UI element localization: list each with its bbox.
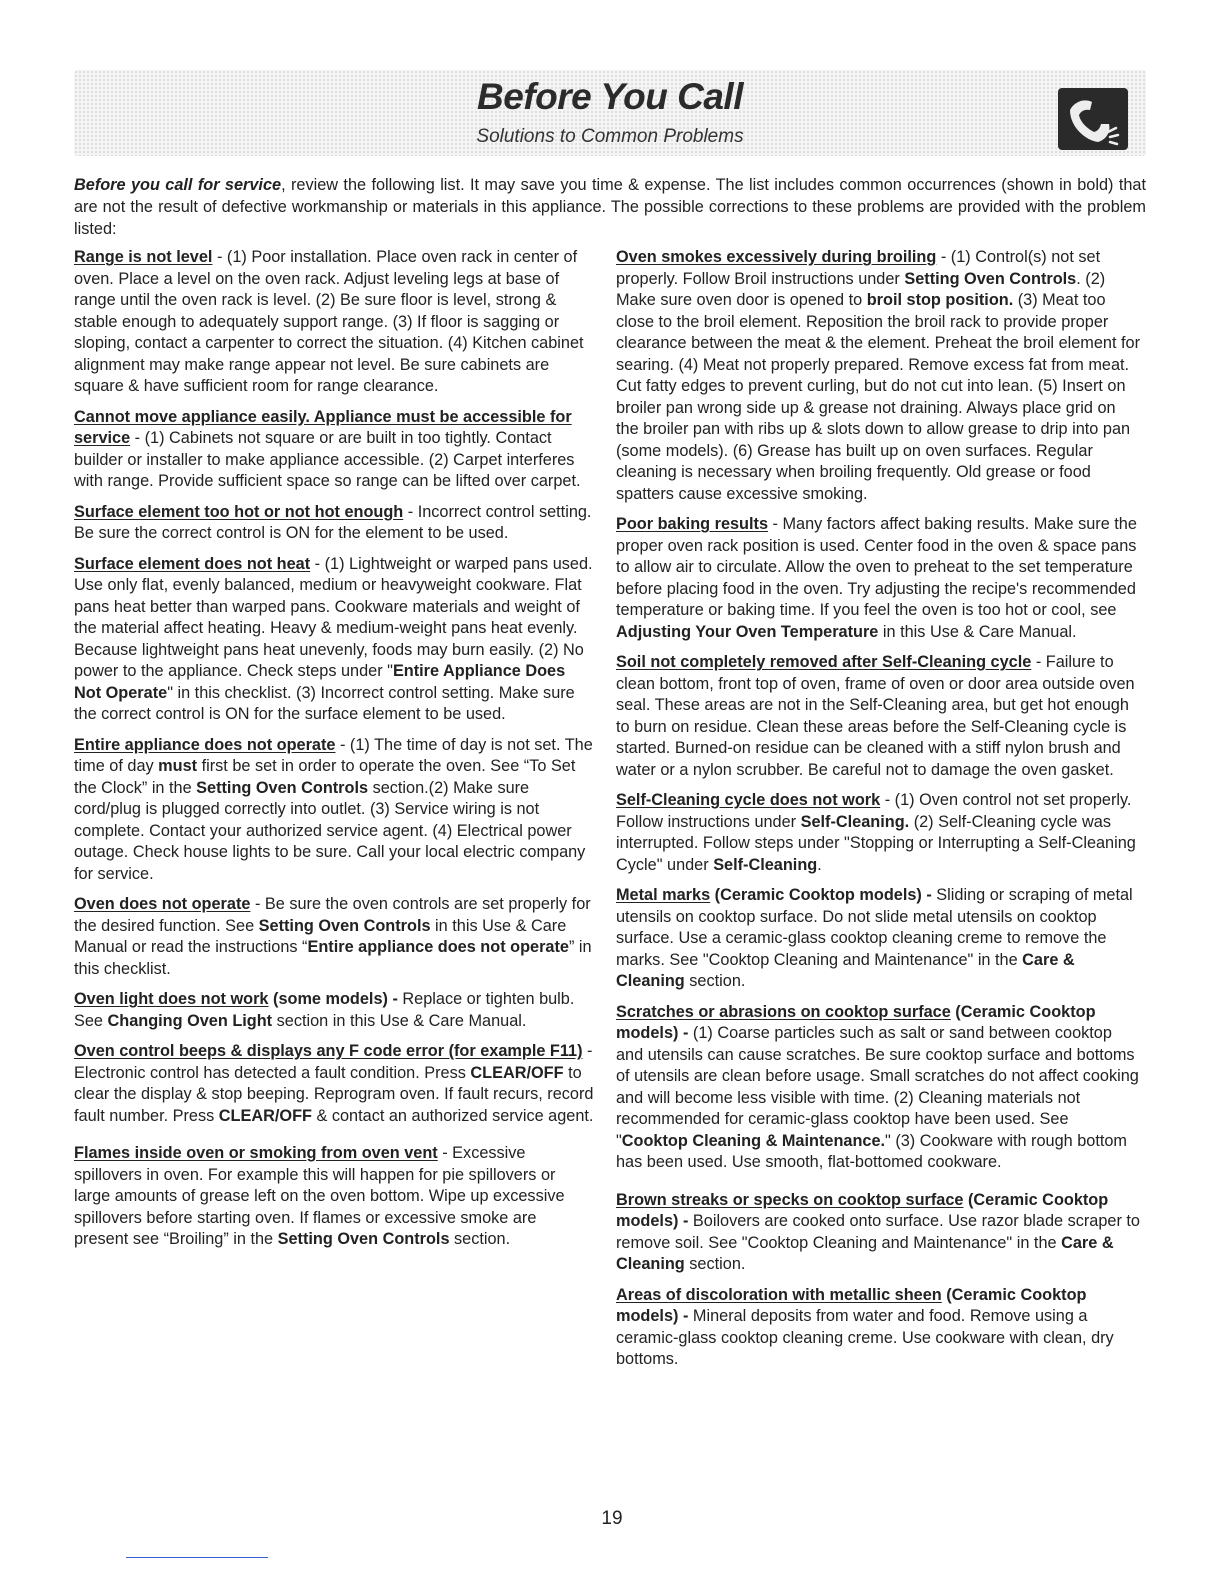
problem-oven-smokes: Oven smokes excessively during broiling - (1) Control(s) not set properly. Follow Broil instructions under Setting Oven Controls. (2) Make sure oven door is opened to broil stop position. (3) Meat too close to the broil element. Reposition the broil rack to provide proper clearance between the meat & the element. Preheat the broil element for searing. (4) Meat not properly prepared. Remove excess fat from meat. Cut fatty edges to prevent curling, but do not cut into lean. (5) Insert on broiler pan wrong side up & grease not draining. Always place grid on the broiler pan with ribs up & slots down to allow grease to drip into pan (some models). (6) Grease has built up on oven surfaces. Regular cleaning is necessary when broiling frequently. Old grease or food spatters cause excessive smoking. <box>616 248 1141 503</box>
problem-poor-baking: Poor baking results - Many factors affect baking results. Make sure the proper oven rack position is used. Center food in the oven & space pans to allow air to circulate. Allow the oven to preheat to the set temperature before placing food in the oven. Try adjusting the recipe's recommended temperature or baking time. If you feel the oven is too hot or cool, see Adjusting Your Oven Temperature in this Use & Care Manual. <box>616 515 1137 641</box>
problem-surface-temperature: Surface element too hot or not hot enough - Incorrect control setting. Be sure the correct control is ON for the element to be used. <box>74 502 592 542</box>
footer-rule <box>126 1557 268 1558</box>
page-subtitle: Solutions to Common Problems <box>476 126 744 147</box>
problem-surface-no-heat: Surface element does not heat - (1) Lightweight or warped pans used. Use only flat, evenly balanced, medium or heavyweight cookware. Flat pans heat better than warped pans. Cookware materials and weight of the material affect heating. Heavy & medium-weight pans heat evenly. Because lightweight pans heat unevenly, foods may burn easily. (2) No power to the appliance. Check steps under "Entire Appliance Does Not Operate" in this checklist. (3) Incorrect control setting. Make sure the correct control is ON for the surface element to be used. <box>74 554 593 723</box>
right-column <box>616 247 1142 1380</box>
problem-soil-not-removed: Soil not completely removed after Self-Cleaning cycle - Failure to clean bottom, front top of oven, frame of oven or door area outside oven seal. These areas are not in the Self-Cleaning area, but get hot enough to burn on residue. Clean these areas before the Self-Cleaning cycle is started. Burned-on residue can be cleaned with a stiff nylon brush and water or a nylon scrubber. Be careful not to damage the oven gasket. <box>616 653 1135 779</box>
problem-control-beeps: Oven control beeps & displays any F code error (for example F11) - Electronic control has detected a fault condition. Press CLEAR/OFF to clear the display & stop beeping. Reprogram oven. If fault recurs, record fault number. Press CLEAR/OFF & contact an authorized service agent. <box>74 1042 594 1125</box>
page-title: Before You Call <box>477 76 743 117</box>
problem-metal-marks: Metal marks (Ceramic Cooktop models) - Sliding or scraping of metal utensils on cooktop surface. Do not slide metal utensils on cooktop surface. Use a ceramic-glass cooktop cleaning creme to remove the marks. See "Cooktop Cleaning and Maintenance" in the Care & Cleaning section. <box>616 886 1133 990</box>
intro-paragraph: Before you call for service, review the following list. It may save you time & expense. The list includes common occurrences (shown in bold) that are not the result of defective workmanship or materials in this appliance. The possible corrections to these problems are provided with the problem listed: <box>74 176 1146 238</box>
problem-range-not-level: Range is not level - (1) Poor installation. Place oven rack in center of oven. Place a level on the oven rack. Adjust leveling legs at base of range until the oven rack is level. (2) Be sure floor is level, strong & stable enough to adequately support range. (3) If floor is sagging or sloping, contact a carpenter to correct the situation. (4) Kitchen cabinet alignment may make range appear not level. Be sure cabinets are square & have sufficient room for range clearance. <box>74 248 584 395</box>
problem-brown-streaks: Brown streaks or specks on cooktop surface (Ceramic Cooktop models) - Boilovers are cooked onto surface. Use razor blade scraper to remove soil. See "Cooktop Cleaning and Maintenance" in the Care & Cleaning section. <box>616 1190 1140 1273</box>
problem-cannot-move: Cannot move appliance easily. Appliance must be accessible for service - (1) Cabinets not square or are built in too tightly. Contact builder or installer to make appliance accessible. (2) Carpet interferes with range. Provide sufficient space so range can be lifted over carpet. <box>74 407 581 490</box>
page-number: 19 <box>601 1508 623 1529</box>
problem-scratches: Scratches or abrasions on cooktop surface (Ceramic Cooktop models) - (1) Coarse particles such as salt or sand between cooktop and utensils can cause scratches. Be sure cooktop surface and bottoms of utensils are clean before usage. Small scratches do not affect cooking and will become less visible with time. (2) Cleaning materials not recommended for ceramic-glass cooktop have been used. See "Cooktop Cleaning & Maintenance." (3) Cookware with rough bottom has been used. Use smooth, flat-bottomed cookware. <box>616 1002 1139 1171</box>
problem-self-cleaning: Self-Cleaning cycle does not work - (1) Oven control not set properly. Follow instructions under Self-Cleaning. (2) Self-Cleaning cycle was interrupted. Follow steps under "Stopping or Interrupting a Self-Cleaning Cycle" under Self-Cleaning. <box>616 791 1136 874</box>
problem-entire-appliance: Entire appliance does not operate - (1) The time of day is not set. The time of day must first be set in order to operate the oven. See “To Set the Clock” in the Setting Oven Controls section.(2) Make sure cord/plug is plugged correctly into outlet. (3) Service wiring is not complete. Contact your authorized service agent. (4) Electrical power outage. Check house lights to be sure. Call your local electric company for service. <box>74 735 593 883</box>
problem-discoloration: Areas of discoloration with metallic sheen (Ceramic Cooktop models) - Mineral deposits from water and food. Remove using a ceramic-glass cooktop cleaning creme. Use cookware with clean, dry bottoms. <box>616 1285 1114 1368</box>
telephone-handset-icon <box>1058 88 1128 150</box>
problem-oven-not-operate: Oven does not operate - Be sure the oven controls are set properly for the desired function. See Setting Oven Controls in this Use & Care Manual or read the instructions “Entire appliance does not operate” in this checklist. <box>74 895 592 978</box>
problem-oven-light: Oven light does not work (some models) - Replace or tighten bulb. See Changing Oven Light section in this Use & Care Manual. <box>74 990 575 1030</box>
problem-flames-smoke: Flames inside oven or smoking from oven vent - Excessive spillovers in oven. For example this will happen for pie spillovers or large amounts of grease left on the oven bottom. Wipe up excessive spillovers before starting oven. If flames or excessive smoke are present see “Broiling” in the Setting Oven Controls section. <box>74 1144 565 1248</box>
header-banner <box>74 70 1146 156</box>
left-column <box>74 247 594 1260</box>
